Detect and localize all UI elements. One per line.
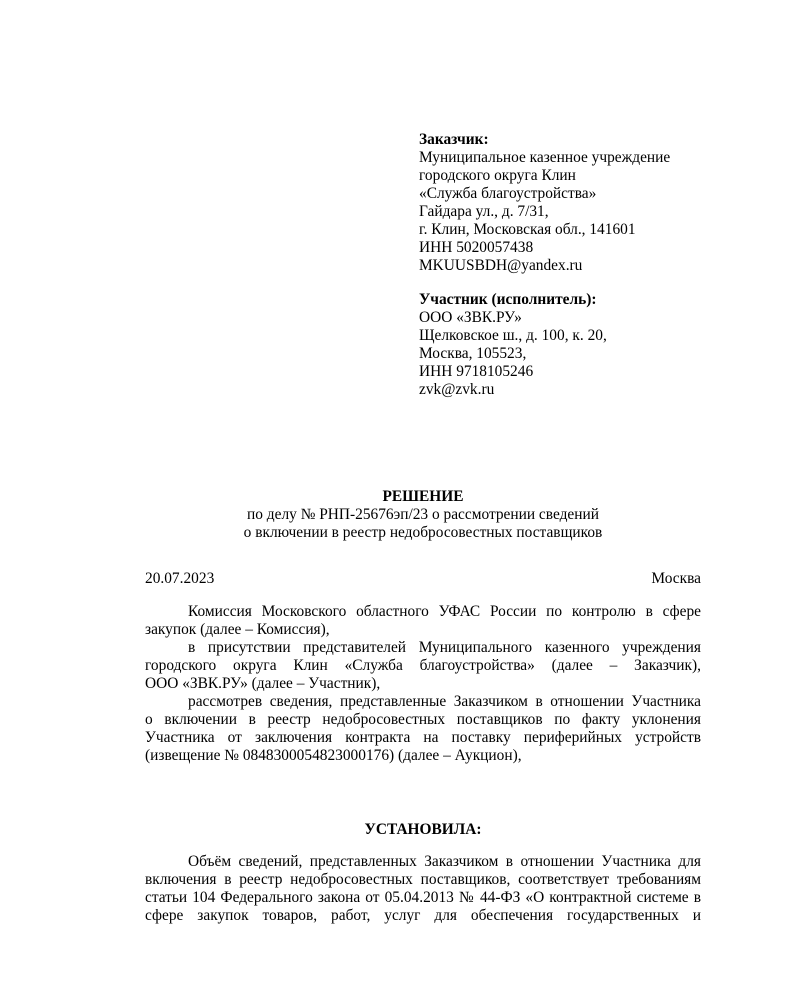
paragraph-line: ООО «ЗВК.РУ» (далее – Участник), bbox=[145, 675, 381, 692]
paragraph-established bbox=[145, 853, 701, 925]
participant-line: Москва, 105523, bbox=[419, 345, 527, 362]
paragraph-line: сфере закупок товаров, работ, услуг для обеспечения государственных и bbox=[145, 907, 701, 924]
decision-subtitle-line: о включении в реестр недобросовестных поставщиков bbox=[243, 524, 603, 541]
participant-email: zvk@zvk.ru bbox=[419, 381, 495, 398]
customer-line: ИНН 5020057438 bbox=[419, 239, 534, 256]
decision-date: 20.07.2023 bbox=[145, 570, 215, 587]
participant-line: Щелковское ш., д. 100, к. 20, bbox=[419, 327, 607, 344]
participant-line: ИНН 9718105246 bbox=[419, 363, 534, 380]
paragraph-line: городского округа Клин «Служба благоустройства» (далее – Заказчик), bbox=[145, 657, 701, 674]
participant-block bbox=[419, 291, 749, 399]
date-place-row bbox=[145, 570, 701, 588]
customer-block bbox=[419, 131, 749, 275]
paragraph-line: включения в реестр недобросовестных поставщиков, соответствует требованиям bbox=[145, 871, 701, 888]
customer-line: г. Клин, Московская обл., 141601 bbox=[419, 221, 636, 238]
customer-heading: Заказчик: bbox=[419, 131, 489, 148]
customer-line: Гайдара ул., д. 7/31, bbox=[419, 203, 549, 220]
paragraph-line: закупок (далее – Комиссия), bbox=[145, 621, 330, 638]
decision-subtitle-line: по делу № РНП-25676эп/23 о рассмотрении сведений bbox=[247, 506, 599, 523]
paragraph-line: о включении в реестр недобросовестных поставщиков по факту уклонения bbox=[145, 711, 701, 728]
paragraph-review bbox=[145, 693, 701, 765]
participant-heading: Участник (исполнитель): bbox=[419, 291, 597, 308]
paragraph-line: Участника от заключения контракта на поставку периферийных устройств bbox=[145, 729, 701, 746]
paragraph-line: рассмотрев сведения, представленные Заказчиком в отношении Участника bbox=[188, 693, 701, 710]
paragraph-line: Объём сведений, представленных Заказчиком в отношении Участника для bbox=[188, 853, 701, 870]
established-heading: УСТАНОВИЛА: bbox=[364, 821, 482, 838]
paragraph-line: (извещение № 0848300054823000176) (далее – Аукцион), bbox=[145, 747, 522, 764]
paragraph-line: Комиссия Московского областного УФАС России по контролю в сфере bbox=[188, 603, 701, 620]
customer-line: Муниципальное казенное учреждение bbox=[419, 149, 671, 166]
decision-title: РЕШЕНИЕ bbox=[382, 488, 464, 505]
customer-line: городского округа Клин bbox=[419, 167, 576, 184]
customer-line: «Служба благоустройства» bbox=[419, 185, 597, 202]
customer-email: MKUUSBDH@yandex.ru bbox=[419, 257, 583, 274]
paragraph-presence bbox=[145, 639, 701, 693]
paragraph-commission bbox=[145, 603, 701, 639]
paragraph-line: в присутствии представителей Муниципального казенного учреждения bbox=[188, 639, 701, 656]
participant-line: ООО «ЗВК.РУ» bbox=[419, 309, 522, 326]
decision-heading bbox=[145, 488, 701, 542]
decision-place: Москва bbox=[651, 570, 701, 587]
paragraph-line: статьи 104 Федерального закона от 05.04.2013 № 44-ФЗ «О контрактной системе в bbox=[145, 889, 701, 906]
